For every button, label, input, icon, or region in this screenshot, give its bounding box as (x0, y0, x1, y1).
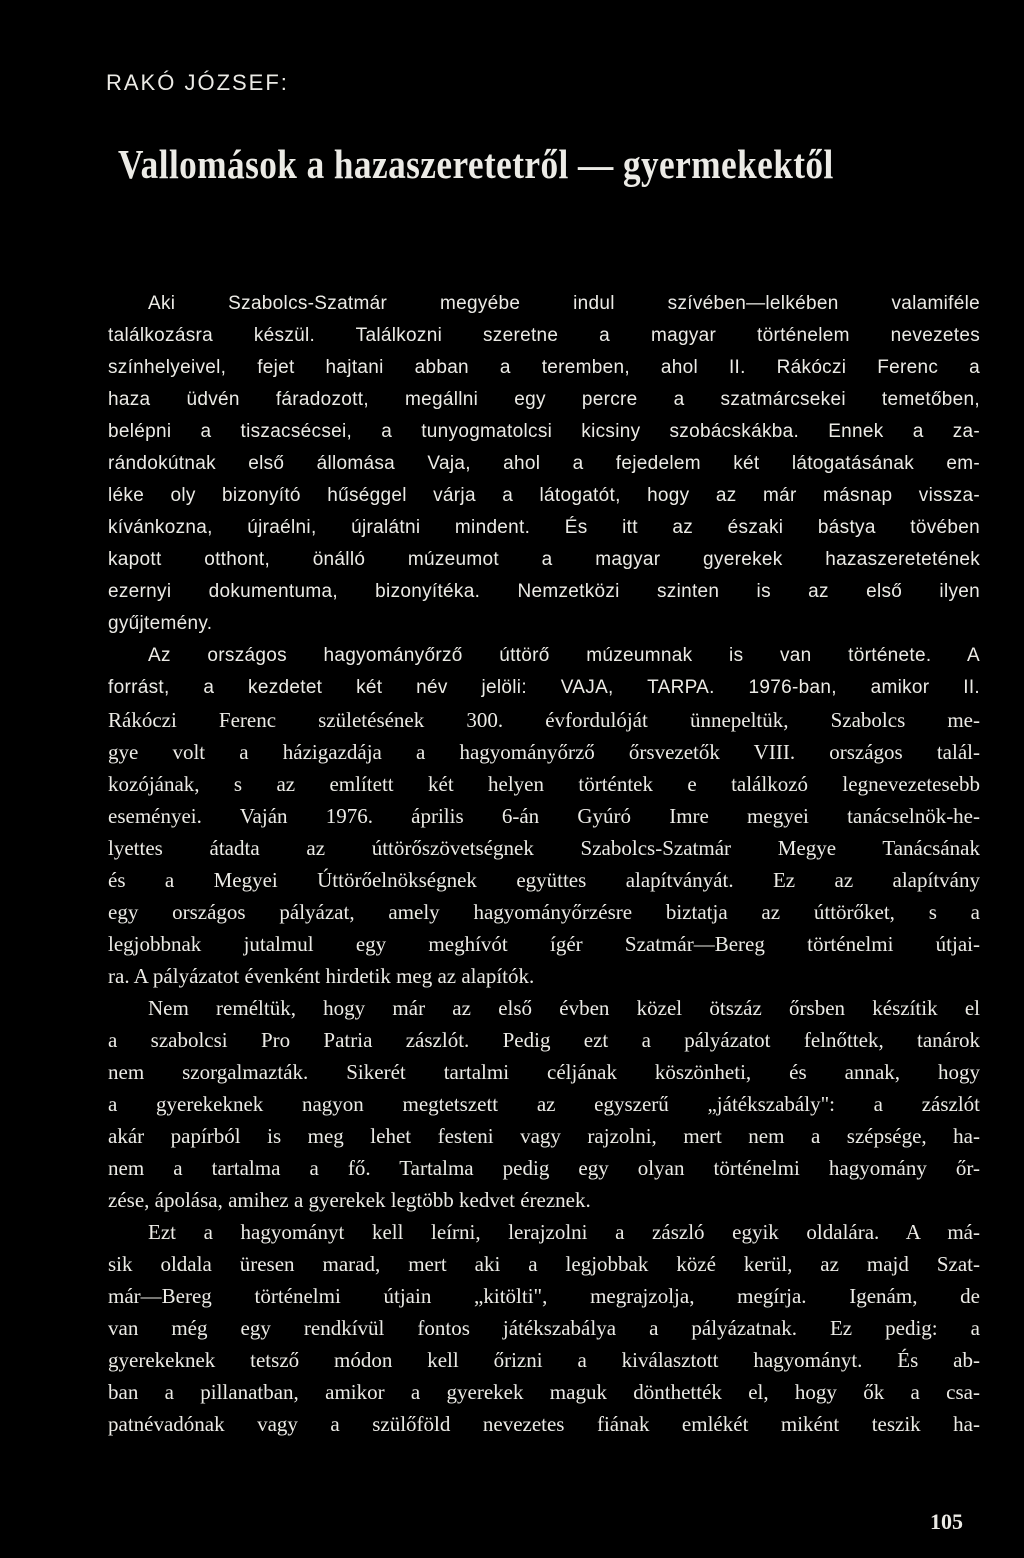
text-line: nem szorgalmazták. Sikerét tartalmi céljának köszönheti, és annak, hogy (108, 1060, 980, 1084)
text-line: színhelyeivel, fejet hajtani abban a teremben, ahol II. Rákóczi Ferenc a (108, 357, 980, 378)
text-line: Rákóczi Ferenc születésének 300. évfordulóját ünnepeltük, Szabolcs me- (108, 708, 980, 732)
text-line: és a Megyei Úttörőelnökségnek együttes alapítványát. Ez az alapítvány (108, 868, 980, 892)
text-line: gye volt a házigazdája a hagyományőrző őrsvezetők VIII. országos talál- (108, 740, 980, 764)
text-line: egy országos pályázat, amely hagyományőrzésre biztatja az úttörőket, s a (108, 900, 980, 924)
text-line: patnévadónak vagy a szülőföld nevezetes fiának emlékét miként teszik ha- (108, 1412, 980, 1436)
text-line: kapott otthont, önálló múzeumot a magyar gyerekek hazaszeretetének (108, 549, 980, 570)
text-line: haza üdvén fáradozott, megállni egy percre a szatmárcsekei temetőben, (108, 389, 980, 410)
text-line: legjobbnak jutalmul egy meghívót ígér Szatmár—Bereg történelmi útjai- (108, 932, 980, 956)
text-line: eseményei. Vaján 1976. április 6-án Gyúró Imre megyei tanácselnök-he- (108, 804, 980, 828)
text-line: van még egy rendkívül fontos játékszabálya a pályázatnak. Ez pedig: a (108, 1316, 980, 1340)
text-line: zése, ápolása, amihez a gyerekek legtöbb kedvet éreznek. (108, 1188, 591, 1212)
text-line: találkozásra készül. Találkozni szeretne a magyar történelem nevezetes (108, 325, 980, 346)
text-line: ezernyi dokumentuma, bizonyítéka. Nemzetközi szinten is az első ilyen (108, 581, 980, 602)
text-line: a szabolcsi Pro Patria zászlót. Pedig ezt a pályázatot felnőttek, tanárok (108, 1028, 980, 1052)
text-line: Aki Szabolcs-Szatmár megyébe indul szívében—lelkében valamiféle (148, 293, 980, 314)
text-line: már—Bereg történelmi útjain „kitölti", megrajzolja, megírja. Igenám, de (108, 1284, 980, 1308)
text-line: Nem reméltük, hogy már az első évben közel ötszáz őrsben készítik el (148, 996, 980, 1020)
text-line: Az országos hagyományőrző úttörő múzeumnak is van története. A (148, 645, 980, 666)
article-body (108, 288, 980, 1440)
text-line: rándokútnak első állomása Vaja, ahol a fejedelem két látogatásának em- (108, 453, 980, 474)
text-line: ra. A pályázatot évenként hirdetik meg az alapítók. (108, 964, 535, 988)
text-line: Ezt a hagyományt kell leírni, lerajzolni a zászló egyik oldalára. A má- (148, 1220, 980, 1244)
text-line: akár papírból is meg lehet festeni vagy rajzolni, mert nem a szépsége, ha- (108, 1124, 980, 1148)
text-line: nem a tartalma a fő. Tartalma pedig egy olyan történelmi hagyomány őr- (108, 1156, 980, 1180)
text-line: gyűjtemény. (108, 613, 213, 634)
text-line: ban a pillanatban, amikor a gyerekek maguk dönthették el, hogy ők a csa- (108, 1380, 980, 1404)
text-line: sik oldala üresen marad, mert aki a legjobbak közé kerül, az majd Szat- (108, 1252, 980, 1276)
text-line: kozójának, s az említett két helyen történtek e találkozó legnevezetesebb (108, 772, 980, 796)
text-line: kívánkozna, újraélni, újralátni mindent. És itt az északi bástya tövében (108, 517, 980, 538)
author-name: RAKÓ JÓZSEF: (106, 70, 289, 95)
text-line: belépni a tiszacsécsei, a tunyogmatolcsi kicsiny szobácskákba. Ennek a za- (108, 421, 980, 442)
text-line: a gyerekeknek nagyon megtetszett az egyszerű „játékszabály": a zászlót (108, 1092, 980, 1116)
text-line: léke oly bizonyító hűséggel várja a látogatót, hogy az már másnap vissza- (108, 485, 980, 506)
text-line: lyettes átadta az úttörőszövetségnek Szabolcs-Szatmár Megye Tanácsának (108, 836, 980, 860)
article-title: Vallomások a hazaszeretetről — gyermekektől (118, 141, 834, 187)
page-number: 105 (930, 1509, 963, 1534)
text-line: forrást, a kezdetet két név jelöli: VAJA, TARPA. 1976-ban, amikor II. (108, 677, 980, 698)
text-line: gyerekeknek tetsző módon kell őrizni a kiválasztott hagyományt. És ab- (108, 1348, 980, 1372)
